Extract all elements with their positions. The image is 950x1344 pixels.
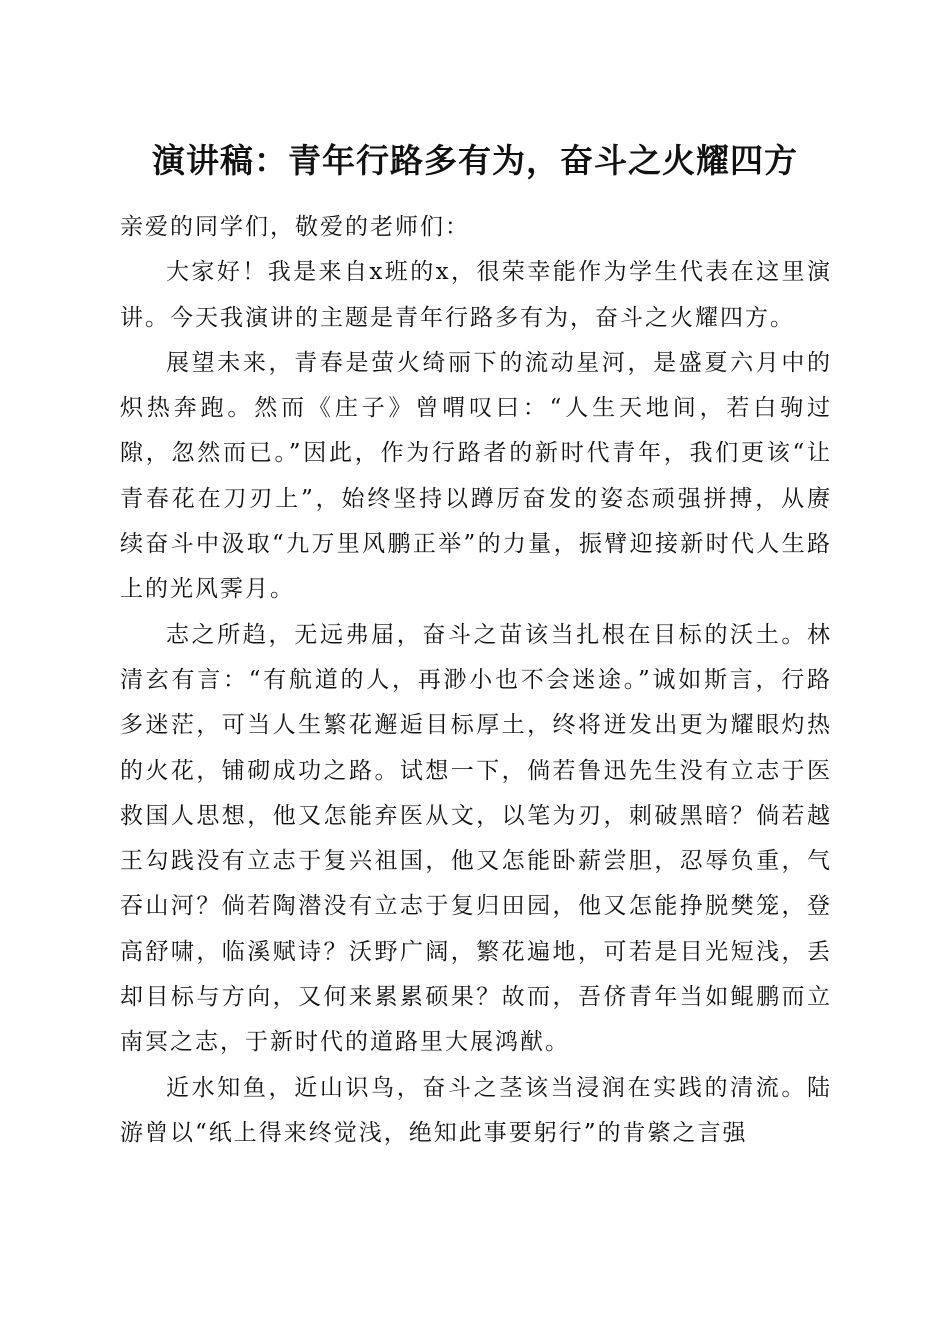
salutation: 亲爱的同学们，敬爱的老师们： [120,214,470,240]
speech-body [120,205,832,1156]
paragraph-outlook: 展望未来，青春是萤火绮丽下的流动星河，是盛夏六月中的炽热奔跑。然而《庄子》曾喟叹曰：“人生天地间，若白驹过隙，忽然而已。”因此，作为行路者的新时代青年，我们更该“让青春花在刀刃上”，始终坚持以蹲厉奋发的姿态顽强拼搏，从赓续奋斗中汲取“九万里风鹏正举”的力量，振臂迎接新时代人生路上的光风霁月。 [120,349,832,603]
paragraph-aspiration: 志之所趋，无远弗届，奋斗之苗该当扎根在目标的沃土。林清玄有言：“有航道的人，再渺小也不会迷途。”诚如斯言，行路多迷茫，可当人生繁花邂逅目标厚土，终将迸发出更为耀眼灼热的火花，铺砌成功之路。试想一下，倘若鲁迅先生没有立志于医救国人思想，他又怎能弃医从文，以笔为刃，刺破黑暗？倘若越王勾践没有立志于复兴祖国，他又怎能卧薪尝胆，忍辱负重，气吞山河？倘若陶潜没有立志于复归田园，他又怎能挣脱樊笼，登高舒啸，临溪赋诗？沃野广阔，繁花遍地，可若是目光短浅，丢却目标与方向，又何来累累硕果？故而，吾侪青年当如鲲鹏而立南冥之志，于新时代的道路里大展鸿猷。 [120,621,832,1056]
paragraph-practice: 近水知鱼，近山识鸟，奋斗之茎该当浸润在实践的清流。陆游曾以“纸上得来终觉浅，绝知此事要躬行”的肯綮之言强 [120,1074,832,1146]
document-title: 演讲稿：青年行路多有为，奋斗之火耀四方 [152,141,798,180]
paragraph-greeting: 大家好！我是来自x班的x，很荣幸能作为学生代表在这里演讲。今天我演讲的主题是青年行路多有为，奋斗之火耀四方。 [120,259,832,331]
